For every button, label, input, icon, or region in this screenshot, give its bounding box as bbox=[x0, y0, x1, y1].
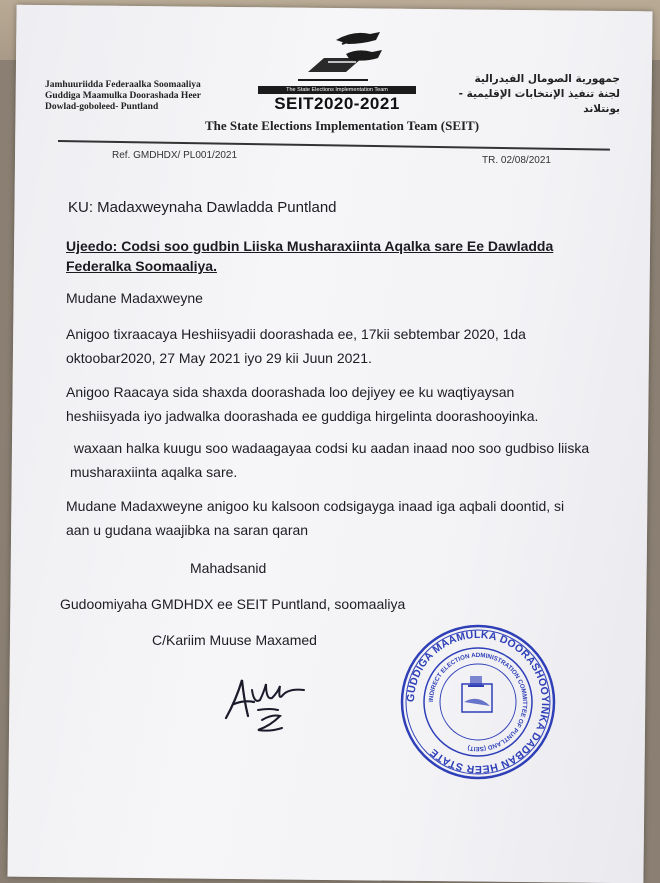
org-line: Guddiga Maamulka Doorashada Heer bbox=[45, 91, 201, 101]
seit-logo bbox=[258, 28, 416, 116]
paragraph-line: Mudane Madaxweyne anigoo ku kalsoon codsigayga inaad iga aqbali doontid, si bbox=[66, 498, 565, 514]
paragraph-line: musharaxiinta aqalka sare. bbox=[70, 464, 238, 480]
ballot-box-icon bbox=[258, 28, 416, 86]
subject-heading bbox=[66, 236, 586, 276]
paragraph-3 bbox=[70, 436, 610, 484]
reference-number: Ref. GMDHDX/ PL001/2021 bbox=[112, 150, 238, 161]
recipient-line: KU: Madaxweynaha Dawladda Puntland bbox=[68, 199, 337, 216]
paragraph-2 bbox=[66, 380, 606, 428]
stamp-inner-text: INDIRECT ELECTION ADMINISTRATION COMMITTEE OF PUNTLAND (SEIT) bbox=[427, 651, 529, 753]
org-line: Dowlad-goboleed- Puntland bbox=[45, 102, 159, 112]
ballot-box-icon bbox=[462, 676, 492, 712]
organization-name-arabic bbox=[430, 72, 620, 117]
signer-title: Gudoomiyaha GMDHDX ee SEIT Puntland, soomaaliya bbox=[60, 596, 406, 612]
paragraph-line: heshiisyada iyo jadwalka doorashada ee guddiga hirgelinta doorashooyinka. bbox=[66, 408, 539, 424]
subject-line: Ujeedo: Codsi soo gudbin Liiska Musharaxiinta Aqalka sare Ee Dawladda bbox=[66, 238, 554, 254]
org-line: Jamhuuriidda Federaalka Soomaaliya bbox=[45, 80, 201, 90]
arabic-line: لجنة تنفيذ الإنتخابات الإقليمية - بونتلاند bbox=[458, 88, 620, 115]
arabic-line: جمهورية الصومال الفيدرالية bbox=[474, 73, 620, 85]
paragraph-line: waxaan halka kuugu soo wadaagayaa codsi ku aadan inaad noo soo gudbiso liiska bbox=[70, 440, 590, 456]
paragraph-line: aan u gudana waajibka na saran qaran bbox=[66, 522, 309, 538]
team-title: The State Elections Implementation Team (SEIT) bbox=[204, 118, 480, 133]
handwritten-signature bbox=[218, 670, 318, 740]
paragraph-4 bbox=[66, 494, 616, 542]
greeting: Mudane Madaxweyne bbox=[66, 290, 203, 306]
stamp-outer-text: GUDDIGA MAAMULKA DOORASHOOYINKA DADBAN HEER STATE bbox=[404, 628, 552, 776]
letter-date: TR. 02/08/2021 bbox=[482, 155, 551, 166]
official-stamp bbox=[398, 622, 558, 782]
paragraph-line: Anigoo tixraacaya Heshiisyadii doorashada ee, 17kii sebtembar 2020, 1da bbox=[66, 326, 526, 342]
paragraph-line: oktoobar2020, 27 May 2021 iyo 29 kii Juun 2021. bbox=[66, 350, 372, 366]
subject-line: Federalka Soomaaliya. bbox=[66, 258, 217, 274]
paragraph-1 bbox=[66, 322, 606, 370]
logo-band: The State Elections Implementation Team bbox=[258, 86, 416, 94]
closing: Mahadsanid bbox=[190, 560, 267, 576]
signer-name: C/Kariim Muuse Maxamed bbox=[152, 632, 317, 648]
paragraph-line: Anigoo Raacaya sida shaxda doorashada loo dejiyey ee ku waqtiyaysan bbox=[66, 384, 515, 400]
logo-text: SEIT2020-2021 bbox=[274, 94, 400, 113]
organization-name-somali bbox=[45, 80, 260, 113]
